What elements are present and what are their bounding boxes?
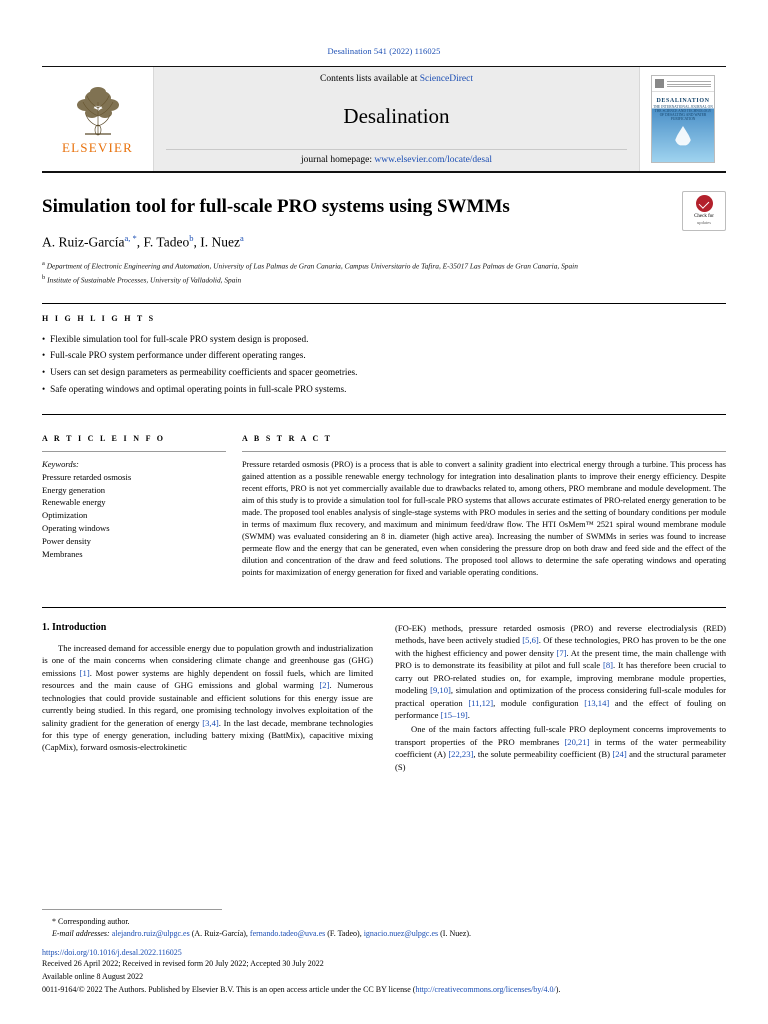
journal-homepage-line xyxy=(166,149,627,165)
author-3-affil-marker[interactable]: a xyxy=(239,232,244,243)
highlight-item: • Safe operating windows and optimal operating points in full-scale PRO systems. xyxy=(42,381,726,398)
email-owner-3: (I. Nuez). xyxy=(440,929,472,938)
author-1: A. Ruiz-García xyxy=(42,234,125,250)
cover-logo-square xyxy=(655,79,664,88)
crossmark-line1: Check for xyxy=(694,214,714,219)
highlights-list xyxy=(42,331,726,398)
citation-link[interactable]: [1] xyxy=(79,667,90,678)
keywords-list xyxy=(42,471,226,561)
article-info-column xyxy=(42,424,242,579)
email-link-1[interactable]: alejandro.ruiz@ulpgc.es xyxy=(111,929,190,938)
author-3: I. Nuez xyxy=(200,234,240,250)
footnote-divider xyxy=(42,909,222,910)
copyright-line xyxy=(42,984,726,996)
publisher-logo xyxy=(42,67,154,171)
paragraph: One of the main factors affecting full-scale PRO deployment concerns improvements to transport properties of the PRO membranes [20,21] in terms of the water permeability coefficient (A) [22,23], the solute permeability coefficient (B) [24] and the structural parameter (S) xyxy=(395,724,726,772)
paragraph: The increased demand for accessible energy due to population growth and industrialization is one of the main concerns when considering climate change and greenhouse gas (GHG) emissions [1]. Most power systems are highly dependent on fossil fuels, which are limited resources and the main cause of GHG emissions and global warming [2]. Numerous technologies that could provide sustainable and efficient solutions for this energy issue are currently being studied. In this regard, one promising technology involves exploitation of the salinity gradient for the generation of energy [3,4]. In the last decade, membrane technologies for this type of energy generation, including battery mixing (BattMix), capacitive mixing (CapMix), forward osmosis-electrokinetic xyxy=(42,642,373,753)
received-dates: Received 26 April 2022; Received in revised form 20 July 2022; Accepted 30 July 2022 xyxy=(42,959,324,968)
abstract-column xyxy=(242,424,726,579)
divider-above-body xyxy=(42,607,726,608)
elsevier-wordmark: ELSEVIER xyxy=(62,139,133,155)
author-list: A. Ruiz-García$^{a, *}$, F. Tadeo$^b$, I. Nuez$^a$ xyxy=(42,232,244,250)
sciencedirect-link[interactable]: ScienceDirect xyxy=(419,74,473,84)
copyright-text-post: ). xyxy=(555,985,561,994)
citation-link[interactable]: [3,4] xyxy=(202,717,219,728)
author-2-affil-marker[interactable]: b xyxy=(189,232,194,243)
abstract-label: A B S T R A C T xyxy=(242,433,333,443)
author-1-affil-marker[interactable]: a, * xyxy=(124,232,137,243)
section-heading-introduction: 1. Introduction xyxy=(42,621,107,633)
divider-above-highlights xyxy=(42,303,726,304)
body-column-right xyxy=(395,622,726,837)
title-block xyxy=(42,195,726,287)
journal-title: Desalination xyxy=(343,104,450,128)
highlights-label: H I G H L I G H T S xyxy=(42,313,156,323)
citation-link[interactable]: [2] xyxy=(319,680,330,691)
running-head: Desalination 541 (2022) 116025 xyxy=(327,46,441,56)
contents-available-line xyxy=(154,74,639,84)
body-columns xyxy=(42,622,726,837)
abstract-text: Pressure retarded osmosis (PRO) is a process that is able to convert a salinity gradient into electrical energy through a turbine. This process has gained attention as a possible renewable energy technology for integration into desalination plants to improve their energy efficiency. Despite recent efforts, PRO is not yet commercially available due to drawbacks related to, among others, PRO membrane and module development. The aim of this study is to provide a simulation tool for full-scale PRO systems that allows accurate estimates of PRO-related energy generation to be made. The proposed tool enables analysis of single-stage systems with PRO modules in series and the setting of boundary conditions per module in terms of maximum flux recovery, and maximum and minimum feed/draw flow. The HTI OsMem™ 2521 spiral wound membrane module (SWMM) was evaluated considering an 8 in. diameter (high active area). Increasing the number of SWMMs in series was found to increase permeate flow and the energy that can be generated, even when considering the pressure drop on both draw and feed side and the effect of the dilution and concentration of the draw and feed solutions. The proposed tool allows to determine the safe operating windows and operating points for maximization of energy generation for fixed and variable operating conditions. xyxy=(242,459,726,577)
citation-link[interactable]: [7] xyxy=(556,647,567,658)
email-owner-2: (F. Tadeo), xyxy=(327,929,362,938)
citation-link[interactable]: [11,12] xyxy=(468,697,494,708)
affiliation-b xyxy=(42,273,726,286)
keyword-item: Pressure retarded osmosis xyxy=(42,471,132,482)
cover-header xyxy=(652,76,714,92)
water-drop-icon xyxy=(675,126,691,146)
email-addresses-line xyxy=(42,928,726,940)
available-online: Available online 8 August 2022 xyxy=(42,972,144,981)
crossmark-line2: updates xyxy=(696,219,712,225)
info-abstract-block xyxy=(42,424,726,591)
article-info-divider xyxy=(42,451,226,452)
body-column-left xyxy=(42,622,373,837)
highlight-item: • Full-scale PRO system performance under different operating ranges. xyxy=(42,347,726,364)
cover-image xyxy=(651,75,715,163)
citation-link[interactable]: [13,14] xyxy=(584,697,610,708)
article-title: Simulation tool for full-scale PRO systems using SWMMs xyxy=(42,196,510,217)
citation-link[interactable]: [15–19] xyxy=(440,709,468,720)
highlight-item: • Flexible simulation tool for full-scale PRO system design is proposed. xyxy=(42,331,726,348)
affil-marker-b: b xyxy=(42,274,46,282)
crossmark-badge[interactable] xyxy=(682,191,726,231)
paragraph: (FO-EK) methods, pressure retarded osmosis (PRO) and reverse electrodialysis (RED) methods, have been actively studied [5,6]. Of these technologies, PRO has proven to be the one with the highest efficiency and power density [7]. At the present time, the main challenge with PRO is to demonstrate its feasibility at pilot and full scale [8]. It has therefore been crucial to carry out PRO-related studies on, for example, improving membrane module properties, modeling [9,10], simulation and optimization of the process considering full-scale modules for practical operation [11,12], module configuration [13,14] and the effect of fouling on performance [15–19]. xyxy=(395,622,726,720)
citation-link[interactable]: [22,23] xyxy=(448,749,474,760)
article-info-label: A R T I C L E I N F O xyxy=(42,433,166,443)
affil-marker-a: a xyxy=(42,260,45,268)
email-link-3[interactable]: ignacio.nuez@ulpgc.es xyxy=(363,929,439,938)
doi-link[interactable]: https://doi.org/10.1016/j.desal.2022.116025 xyxy=(42,948,182,957)
keyword-item: Power density xyxy=(42,536,91,547)
keyword-item: Energy generation xyxy=(42,484,106,495)
keyword-item: Operating windows xyxy=(42,523,110,534)
doi-line[interactable] xyxy=(42,948,726,957)
cover-header-lines xyxy=(664,80,711,88)
homepage-prefix: journal homepage: xyxy=(301,155,373,165)
corresponding-author-text: * Corresponding author. xyxy=(52,917,130,926)
email-link-2[interactable]: fernando.tadeo@uva.es xyxy=(249,929,326,938)
keyword-item: Optimization xyxy=(42,510,88,521)
affiliation-a xyxy=(42,259,726,272)
cover-title: DESALINATION xyxy=(656,98,710,104)
copyright-text-pre: 0011-9164/© 2022 The Authors. Published by Elsevier B.V. This is an open access article under the CC BY license ( xyxy=(42,985,416,994)
corresponding-author-note xyxy=(42,916,726,928)
divider-above-abstract xyxy=(42,414,726,415)
cover-subtitle: THE INTERNATIONAL JOURNAL ON THE SCIENCE AND TECHNOLOGY OF DESALTING AND WATER PURIFICATION xyxy=(653,105,713,121)
elsevier-tree-icon xyxy=(67,82,129,138)
keyword-item: Membranes xyxy=(42,549,83,559)
email-owner-1: (A. Ruiz-García), xyxy=(191,929,248,938)
citation-link[interactable]: [24] xyxy=(612,749,627,760)
citation-link[interactable]: [9,10] xyxy=(430,685,451,696)
cc-license-link[interactable]: http://creativecommons.org/licenses/by/4.0/ xyxy=(415,985,556,994)
citation-link[interactable]: [20,21] xyxy=(564,736,590,747)
crossmark-check-icon xyxy=(696,195,713,212)
keywords-heading: Keywords: xyxy=(42,458,79,469)
author-2: F. Tadeo xyxy=(143,234,190,250)
citation-link[interactable]: [5,6] xyxy=(522,635,539,646)
abstract-divider xyxy=(242,451,726,452)
journal-masthead xyxy=(42,66,726,173)
journal-homepage-link[interactable]: www.elsevier.com/locate/desal xyxy=(374,155,492,165)
page-footer xyxy=(42,909,726,996)
contents-prefix: Contents lists available at xyxy=(319,74,418,84)
affiliation-a-text: Department of Electronic Engineering and Automation, University of Las Palmas de Gran Canaria, Campus Universitario de Tafira, E-35017 Las Palmas de Gran Canaria, Spain xyxy=(46,261,578,271)
masthead-center xyxy=(154,67,639,171)
email-label: E-mail addresses: xyxy=(52,929,110,938)
journal-cover-thumb xyxy=(639,67,726,171)
affiliation-b-text: Institute of Sustainable Processes, University of Valladolid, Spain xyxy=(47,275,242,285)
keyword-item: Renewable energy xyxy=(42,497,106,508)
highlight-item: • Users can set design parameters as permeability coefficients and spacer geometries. xyxy=(42,364,726,381)
citation-link[interactable]: [8] xyxy=(602,660,613,671)
